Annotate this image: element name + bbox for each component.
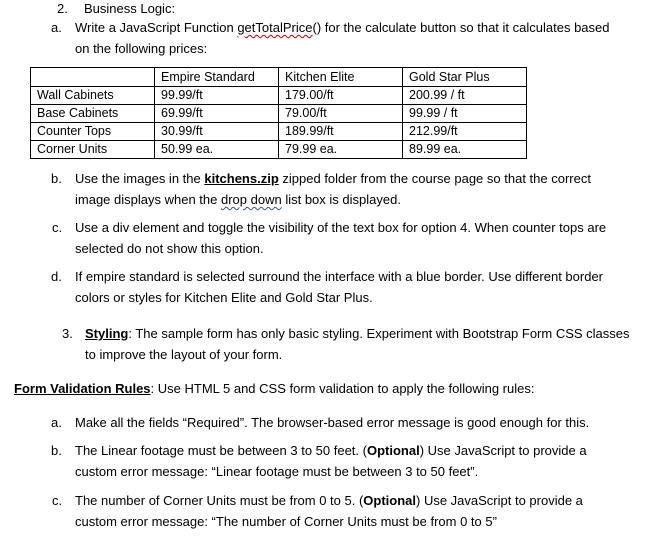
validation-c-line-2: custom error message: “The number of Corner Units must be from 0 to 5” — [75, 514, 497, 529]
table-cell: 30.99/ft — [155, 123, 279, 141]
table-cell: 79.00/ft — [279, 105, 403, 123]
section-3-text: : The sample form has only basic styling. Experiment with Bootstrap Form CSS classes — [128, 326, 630, 341]
table-cell: 179.00/ft — [279, 87, 403, 105]
item-c-line-1: Use a div element and toggle the visibility of the text box for option 4. When counter tops are — [75, 220, 607, 235]
table-cell: 69.99/ft — [155, 105, 279, 123]
validation-a-line-1: Make all the fields “Required”. The browser-based error message is good enough for this. — [75, 415, 590, 430]
table-row — [31, 87, 527, 105]
item-b-line-2-before: image displays when the — [75, 192, 221, 207]
item-b-text-after: zipped folder from the course page so that the correct — [278, 171, 591, 186]
validation-c-text-after: ) Use JavaScript to provide a — [416, 493, 583, 508]
table-cell: 79.99 ea. — [279, 141, 403, 159]
table-cell: Base Cabinets — [31, 105, 155, 123]
table-row — [31, 141, 527, 159]
table-cell: 89.99 ea. — [403, 141, 527, 159]
section-3-line-1 — [85, 327, 630, 340]
table-cell: Corner Units — [31, 141, 155, 159]
validation-b-line-2: custom error message: “Linear footage must be between 3 to 50 feet”. — [75, 464, 479, 479]
drop-down-word: drop down — [220, 192, 282, 207]
item-a-line-2: on the following prices: — [75, 41, 208, 56]
optional-label: Optional — [363, 493, 416, 508]
validation-b-text-before: The Linear footage must be between 3 to 50 feet. ( — [75, 443, 367, 458]
optional-label: Optional — [366, 443, 420, 458]
item-b-letter: b. — [51, 171, 62, 186]
item-b-text-before: Use the images in the — [75, 171, 205, 186]
price-table-header-cell — [31, 68, 155, 87]
section-2-title: Business Logic: — [84, 1, 176, 16]
table-cell: 189.99/ft — [279, 123, 403, 141]
item-a-line-1 — [75, 21, 610, 34]
validation-title: Form Validation Rules — [14, 381, 151, 396]
table-cell: Wall Cabinets — [31, 87, 155, 105]
item-a-text-after: () for the calculate button so that it calculates based — [312, 20, 610, 35]
validation-intro: : Use HTML 5 and CSS form validation to apply the following rules: — [150, 381, 535, 396]
section-2-number: 2. — [57, 1, 68, 16]
item-d-letter: d. — [51, 269, 62, 284]
table-cell: 212.99/ft — [403, 123, 527, 141]
item-c-letter: c. — [52, 220, 63, 235]
item-b-line-2-after: list box is displayed. — [281, 192, 401, 207]
validation-b-text-after: ) Use JavaScript to provide a — [419, 443, 587, 458]
item-a-letter: a. — [51, 20, 62, 35]
section-3-line-2: to improve the layout of your form. — [85, 347, 283, 362]
function-name: getTotalPrice — [237, 20, 313, 35]
styling-title: Styling — [85, 326, 129, 341]
validation-c-text-before: The number of Corner Units must be from 0 to 5. ( — [75, 493, 364, 508]
validation-heading — [14, 382, 534, 395]
item-b-line-1 — [75, 172, 591, 185]
table-cell: 99.99/ft — [155, 87, 279, 105]
price-table-header-cell: Empire Standard — [155, 68, 279, 87]
table-cell: Counter Tops — [31, 123, 155, 141]
price-table-header-cell: Gold Star Plus — [403, 68, 527, 87]
section-3-number: 3. — [62, 326, 73, 341]
table-cell: 200.99 / ft — [403, 87, 527, 105]
table-row — [31, 105, 527, 123]
validation-c-line-1 — [75, 494, 583, 507]
item-a-text-before: Write a JavaScript Function — [75, 20, 238, 35]
item-c-line-2: selected do not show this option. — [75, 241, 264, 256]
table-cell: 50.99 ea. — [155, 141, 279, 159]
price-table — [30, 67, 527, 159]
price-table-header-cell: Kitchen Elite — [279, 68, 403, 87]
validation-a-letter: a. — [51, 415, 62, 430]
item-b-line-2 — [75, 193, 401, 206]
table-row — [31, 123, 527, 141]
item-d-line-1: If empire standard is selected surround the interface with a blue border. Use different border — [75, 269, 603, 284]
price-table-header-row — [31, 68, 527, 87]
table-cell: 99.99 / ft — [403, 105, 527, 123]
item-d-line-2: colors or styles for Kitchen Elite and Gold Star Plus. — [75, 290, 373, 305]
zip-file-name: kitchens.zip — [204, 171, 279, 186]
validation-c-letter: c. — [52, 493, 63, 508]
validation-b-line-1 — [75, 444, 587, 457]
validation-b-letter: b. — [51, 443, 62, 458]
